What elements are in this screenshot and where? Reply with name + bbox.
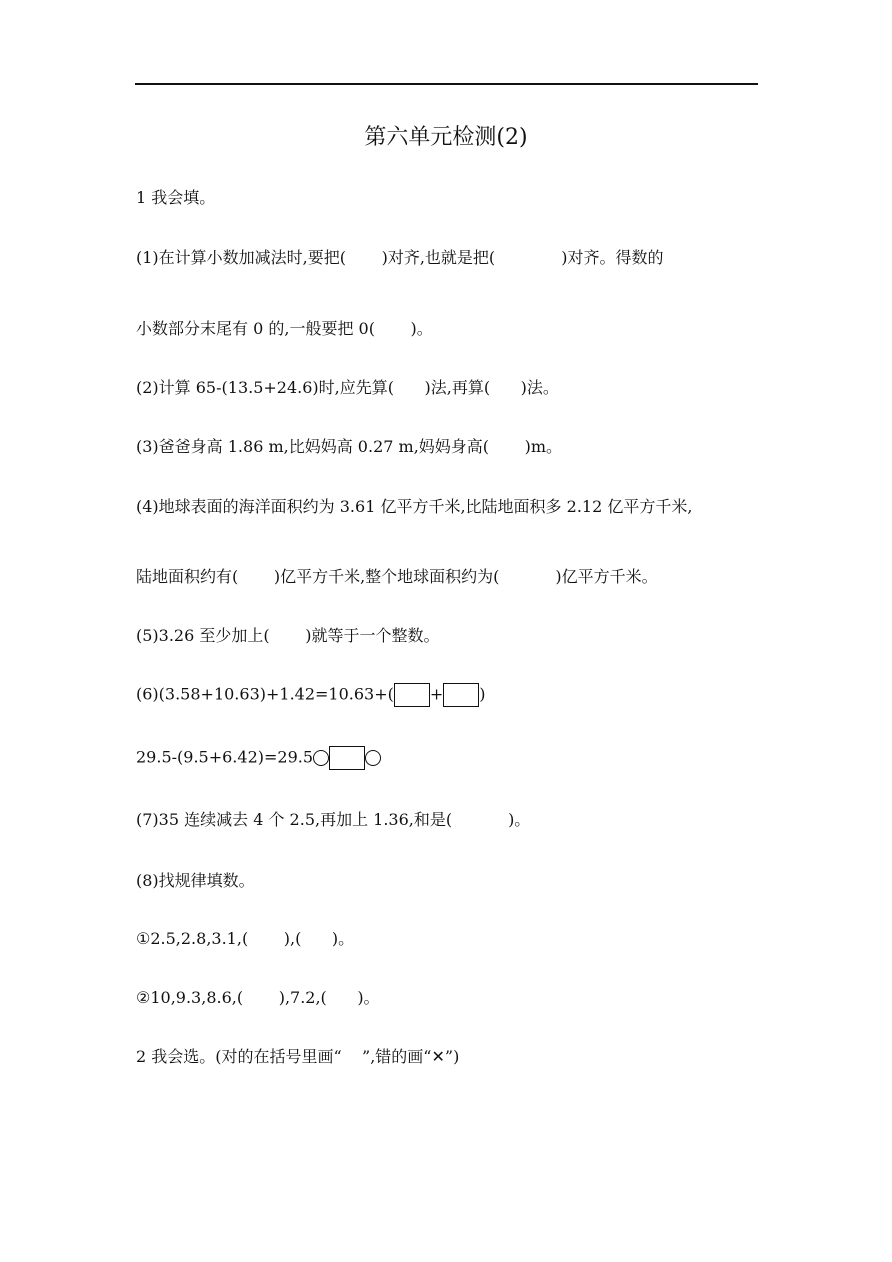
- question-2: (2)计算 65-(13.5+24.6)时,应先算( )法,再算( )法。: [136, 378, 559, 397]
- page-title: 第六单元检测(2): [364, 125, 528, 150]
- plus-sign: +: [429, 684, 444, 704]
- question-3: (3)爸爸身高 1.86 m,比妈妈高 0.27 m,妈妈身高( )m。: [136, 437, 563, 456]
- header-rule: [135, 83, 758, 85]
- question-1-line-1: (1)在计算小数加减法时,要把( )对齐,也就是把( )对齐。得数的: [136, 248, 664, 267]
- close-paren: ): [479, 684, 486, 704]
- question-6-line-2: [136, 746, 381, 770]
- question-8-part-1: ①2.5,2.8,3.1,( ),( )。: [136, 929, 355, 948]
- answer-box: [394, 683, 430, 707]
- question-6-line-1: [136, 683, 486, 707]
- answer-box: [443, 683, 479, 707]
- operator-circle: [365, 750, 381, 766]
- question-5: (5)3.26 至少加上( )就等于一个整数。: [136, 626, 440, 645]
- question-4-line-2: 陆地面积约有( )亿平方千米,整个地球面积约为( )亿平方千米。: [136, 567, 658, 586]
- operator-circle: [313, 750, 329, 766]
- question-6-expression: (6)(3.58+10.63)+1.42=10.63+(: [136, 684, 394, 704]
- question-8: (8)找规律填数。: [136, 871, 255, 890]
- question-7: (7)35 连续减去 4 个 2.5,再加上 1.36,和是( )。: [136, 810, 531, 829]
- question-4-line-1: (4)地球表面的海洋面积约为 3.61 亿平方千米,比陆地面积多 2.12 亿平方千米,: [136, 497, 693, 516]
- section-2-heading: 2 我会选。(对的在括号里画“ ”,错的画“✕”): [136, 1047, 460, 1066]
- answer-box: [329, 746, 365, 770]
- section-1-heading: 1 我会填。: [136, 188, 216, 207]
- question-8-part-2: ②10,9.3,8.6,( ),7.2,( )。: [136, 988, 380, 1007]
- question-1-line-2: 小数部分末尾有 0 的,一般要把 0( )。: [136, 319, 433, 338]
- question-6-expression-2: 29.5-(9.5+6.42)=29.5: [136, 747, 314, 767]
